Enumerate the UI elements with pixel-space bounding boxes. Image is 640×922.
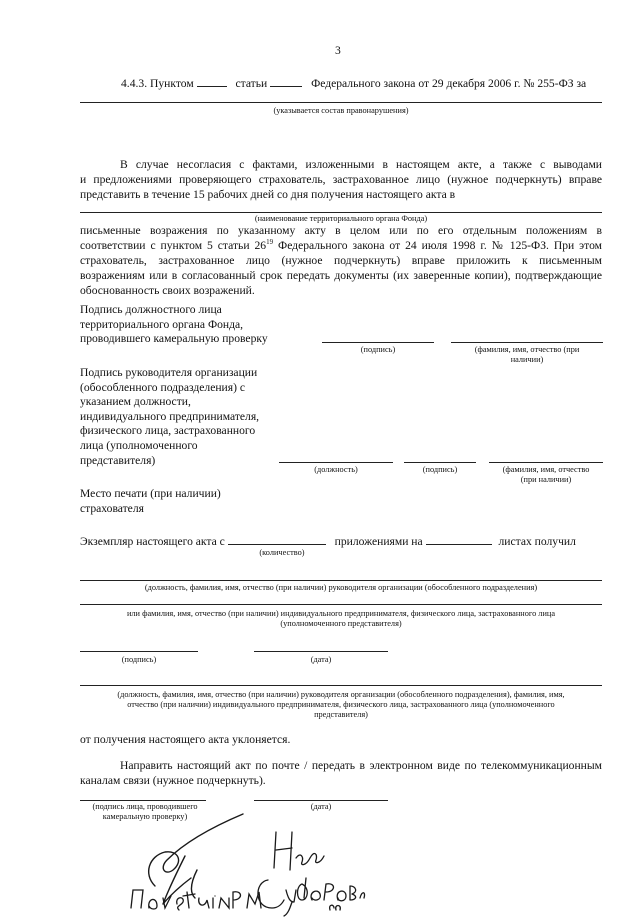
fund-line: [80, 212, 602, 213]
section-part1: 4.4.3. Пунктом: [121, 77, 194, 90]
head-signature-label: [80, 366, 280, 468]
sheets-blank: [426, 533, 492, 545]
recipient-line2: [80, 604, 602, 605]
section-4-4-3: [121, 75, 607, 92]
evasion-caption: [80, 690, 602, 720]
fund-caption: (наименование территориального органа Фонда): [254, 214, 428, 223]
violation-caption: (указывается состав правонарушения): [273, 106, 409, 115]
head-name-line: [489, 462, 603, 463]
head-label-line: лица (уполномоченного: [80, 438, 198, 452]
copy-part3: листах получил: [498, 535, 576, 548]
page-number: 3: [335, 44, 341, 57]
head-label-line: указанием должности,: [80, 395, 191, 409]
evasion-caption-line: (должность, фамилия, имя, отчество (при наличии) руководителя организации (обособленного подразделения), фамилия, имя,: [117, 690, 565, 699]
official-signature-caption: (подпись): [360, 345, 396, 354]
head-name-caption: [489, 465, 603, 485]
recipient-signature-line: [80, 651, 198, 652]
official-signature-line: [322, 342, 434, 343]
send-date-line: [254, 800, 388, 801]
evasion-line: [80, 685, 602, 686]
head-signature-line: [404, 462, 476, 463]
recipient-signature-caption: (подпись): [121, 655, 157, 664]
objection-line5a: соответствии с пунктом 5 статьи 26: [80, 239, 267, 252]
objection-line7: возражениям или в согласованный срок передать документы (их заверенные копии), подтверждающие: [80, 269, 602, 282]
article-blank: [270, 75, 302, 87]
objection-line2: и предложениями проверяющего страхователь, застрахованное лицо (нужное подчеркнуть) вправе: [80, 173, 602, 186]
head-label-line: индивидуального предпринимателя,: [80, 409, 260, 423]
objection-line4: письменные возражения по указанному акту в целом или по его отдельным положениям в: [80, 224, 602, 237]
recipient-caption2-line: (уполномоченного представителя): [280, 619, 402, 628]
recipient-caption2-line: или фамилия, имя, отчество (при наличии) индивидуального предпринимателя, физического лица, застрахованного лица: [126, 609, 556, 618]
copy-part1: Экземпляр настоящего акта с: [80, 535, 225, 548]
objection-line1: В случае несогласия с фактами, изложенными в настоящем акте, а также с выводами: [120, 158, 602, 171]
violation-line: [80, 102, 602, 103]
count-blank: [228, 533, 326, 545]
official-signature-label: [80, 303, 300, 347]
official-name-caption-line: (фамилия, имя, отчество (при: [474, 345, 580, 354]
official-name-caption-line: наличии): [510, 355, 544, 364]
head-name-caption-line: (при наличии): [520, 475, 572, 484]
section-part3: Федерального закона от 29 декабря 2006 г. № 255-ФЗ за: [311, 77, 587, 90]
send-line2: каналам связи (нужное подчеркнуть).: [80, 774, 266, 787]
handwritten-signature-right: [252, 828, 366, 918]
send-signature-caption-line: камеральную проверку): [102, 812, 188, 821]
objection-line8: обоснованность своих возражений.: [80, 284, 255, 297]
seal-line: страхователя: [80, 501, 144, 515]
head-label-line: физического лица, застрахованного: [80, 424, 256, 438]
section-part2: статьи: [235, 77, 268, 90]
seal-label: [80, 487, 300, 516]
official-label-line: проводившего камеральную проверку: [80, 332, 268, 346]
objection-line5: [80, 239, 602, 254]
evasion-text: от получения настоящего акта уклоняется.: [80, 733, 291, 746]
seal-line: Место печати (при наличии): [80, 487, 221, 500]
recipient-caption2: [80, 609, 602, 629]
copy-received-row: [80, 533, 602, 550]
handwritten-signature-left: [125, 812, 265, 916]
send-line1: Направить настоящий акт по почте / передать в электронном виде по телекоммуникационным: [120, 759, 602, 772]
head-label-line: (обособленного подразделения) с: [80, 380, 245, 394]
recipient-date-line: [254, 651, 388, 652]
head-name-caption-line: (фамилия, имя, отчество: [502, 465, 590, 474]
recipient-caption1: (должность, фамилия, имя, отчество (при наличии) руководителя организации (обособленного подразделения): [144, 583, 538, 592]
head-position-line: [279, 462, 393, 463]
objection-line5-sup: 19: [266, 238, 274, 247]
head-label-line: представителя): [80, 453, 156, 467]
official-label-line: Подпись должностного лица: [80, 303, 222, 316]
copy-part2: приложениями на: [334, 535, 423, 548]
official-name-line: [451, 342, 603, 343]
count-caption: (количество): [259, 548, 305, 557]
evasion-caption-line: отчество (при наличии) индивидуального предпринимателя, физического лица, застрахованного лица (уполномоченного: [127, 700, 555, 709]
objection-line5b: Федерального закона от 24 июля 1998 г. № 125-ФЗ. При этом: [273, 239, 602, 252]
official-label-line: территориального органа Фонда,: [80, 317, 244, 331]
point-blank: [197, 75, 227, 87]
send-signature-line: [80, 800, 206, 801]
evasion-caption-line: представителя): [314, 710, 368, 719]
head-position-caption: (должность): [314, 465, 358, 474]
recipient-line1: [80, 580, 602, 581]
head-label-line: Подпись руководителя организации: [80, 366, 258, 379]
official-name-caption: [451, 345, 603, 365]
recipient-date-caption: (дата): [310, 655, 332, 664]
send-date-caption: (дата): [310, 802, 332, 811]
send-signature-caption-line: (подпись лица, проводившего: [92, 802, 198, 811]
objection-line6: страхователь, застрахованное лицо (нужное подчеркнуть) вправе приложить к письменным: [80, 254, 602, 267]
head-signature-caption: (подпись): [422, 465, 458, 474]
objection-line3: представить в течение 15 рабочих дней со дня получения настоящего акта в: [80, 188, 456, 201]
